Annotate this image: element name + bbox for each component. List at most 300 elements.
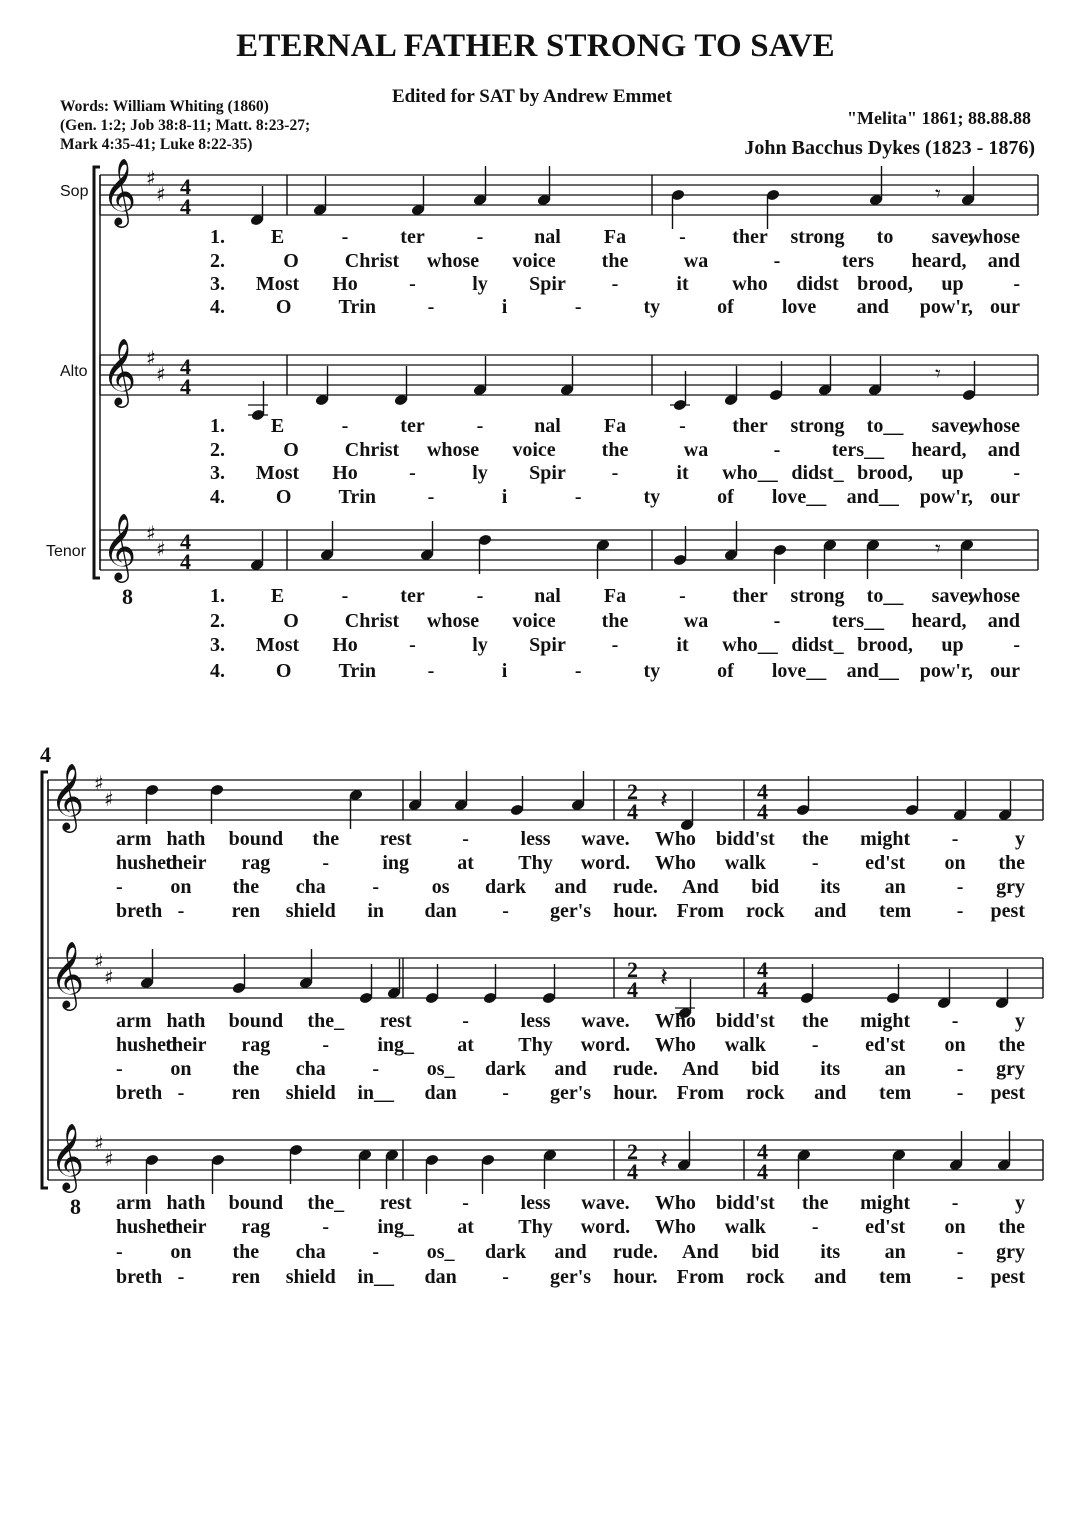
eighth-rest: 𝄾 xyxy=(935,362,941,387)
time-signature-top: 4 xyxy=(180,354,191,379)
system-1-alto-verse-3-syllable: 3. xyxy=(210,462,225,484)
system-2-alto-verse-2-syllable: ing_ xyxy=(377,1034,415,1056)
system-1-sop-verse-4-syllable: i xyxy=(501,296,508,318)
system-2-alto-verse-1-syllable: hath xyxy=(166,1010,206,1032)
system-2-sop-verse-3-syllable: and xyxy=(554,876,587,898)
eighth-rest: 𝄾 xyxy=(935,537,941,562)
system-2-tenor-verse-4-syllable: rock xyxy=(746,1266,785,1288)
system-2-alto-verse-4-syllable: - xyxy=(177,1082,185,1104)
system-2-sop-verse-2-syllable: ing xyxy=(382,852,410,874)
system-2-sop-verse-1-syllable: rest xyxy=(379,828,412,850)
time-signature-top: 4 xyxy=(757,1139,768,1164)
system-1-tenor-verse-2-syllable: 2. xyxy=(210,610,225,632)
system-2-sop-verse-1-syllable: wave. xyxy=(581,828,630,850)
system-2-tenor-verse-1-syllable: y xyxy=(1015,1192,1025,1214)
system-2-tenor-verse-3-syllable: And xyxy=(682,1241,719,1263)
system-2-sop-verse-3-syllable: rude. xyxy=(612,876,658,898)
system-1-alto-verse-4-syllable: - xyxy=(574,486,582,508)
system-1-sop-verse-1-syllable: ter xyxy=(400,226,425,248)
system-1-alto-verse-3-syllable: it xyxy=(676,462,689,484)
sharp-c: ♯ xyxy=(104,1147,114,1171)
system-1-alto-verse-3-syllable: Ho xyxy=(332,462,358,484)
system-2-tenor-verse-3-syllable: the xyxy=(232,1241,260,1263)
system-2-tenor-verse-1-syllable: wave. xyxy=(581,1192,630,1214)
system-2-sop-verse-2-syllable: - xyxy=(811,852,819,874)
system-1-tenor-verse-1-syllable: - xyxy=(476,585,484,607)
system-1-sop-verse-1-syllable: strong xyxy=(790,226,845,248)
system-1-sop-verse-1-syllable: nal xyxy=(534,226,561,248)
system-1-tenor-verse-4-syllable: and__ xyxy=(846,660,899,682)
eighth-rest: 𝄾 xyxy=(935,182,941,207)
system-2-tenor-verse-3-syllable: - xyxy=(372,1241,380,1263)
system-1-tenor-verse-2-syllable: the xyxy=(601,610,629,632)
system-2-sop-verse-4-syllable: ger's xyxy=(549,900,592,922)
system-2-sop-verse-3-syllable: cha xyxy=(295,876,326,898)
system-2-sop-verse-3-syllable: an xyxy=(884,876,906,898)
system-1-sop-verse-2-syllable: O xyxy=(283,250,299,272)
system-1-tenor-verse-1-syllable: whose xyxy=(967,585,1020,607)
system-1-sop-verse-3-syllable: who xyxy=(732,273,768,295)
system-2-tenor-verse-4-syllable: and xyxy=(814,1266,847,1288)
system-2-tenor-verse-2-syllable: ing_ xyxy=(377,1216,415,1238)
treble-clef: 𝄞 xyxy=(102,512,137,580)
system-2-alto-verse-3-syllable: dark xyxy=(485,1058,527,1080)
system-1-sop-verse-1-syllable: whose xyxy=(967,226,1020,248)
system-1-sop-verse-4-syllable: love xyxy=(781,296,817,318)
system-2-tenor-verse-2-syllable: ed'st xyxy=(865,1216,906,1238)
system-1-alto-verse-4-syllable: 4. xyxy=(210,486,225,508)
system-1-sop-verse-4-syllable: and xyxy=(856,296,889,318)
system-2-sop-verse-3-syllable: os xyxy=(431,876,450,898)
system-2-alto-verse-4-syllable: - xyxy=(502,1082,509,1104)
system-2-sop-verse-2-syllable: hushed xyxy=(116,852,178,874)
system-1-alto-verse-3-syllable: brood, xyxy=(857,462,913,484)
system-2-sop-verse-2-syllable: rag xyxy=(241,852,271,874)
system-2-tenor-verse-2-syllable: Thy xyxy=(518,1216,553,1238)
system-2-tenor-verse-1-syllable: less xyxy=(520,1192,551,1214)
system-1-sop-verse-2-syllable: ters xyxy=(841,250,875,272)
system-2-sop-verse-2-syllable: on xyxy=(944,852,966,874)
system-1-sop-verse-4-syllable: of xyxy=(717,296,734,318)
system-1-alto-verse-4-syllable: i xyxy=(501,486,508,508)
system-1-alto-verse-4-syllable: ty xyxy=(643,486,661,508)
system-2-tenor-verse-2-syllable: the xyxy=(998,1216,1025,1238)
system-1-tenor-verse-3-syllable: brood, xyxy=(857,634,913,656)
system-2-tenor-verse-1-syllable: bidd'st xyxy=(715,1192,775,1214)
system-2-tenor-verse-2-syllable: Who xyxy=(654,1216,696,1238)
system-2-tenor-verse-4-syllable: breth xyxy=(116,1266,163,1288)
system-1-tenor-verse-1-syllable: Fa xyxy=(603,585,627,607)
time-signature-top: 4 xyxy=(180,174,191,199)
system-2-tenor-verse-1-syllable: might xyxy=(860,1192,911,1214)
system-2-alto-verse-2-syllable: word. xyxy=(580,1034,631,1056)
system-2-tenor-verse-2-syllable: on xyxy=(944,1216,966,1238)
system-1-alto-verse-1-syllable: ther xyxy=(732,415,768,437)
system-1-sop-verse-2-syllable: wa xyxy=(683,250,709,272)
system-2-sop-verse-3-syllable: dark xyxy=(485,876,527,898)
system-2-tenor-verse-2-syllable: - xyxy=(322,1216,330,1238)
system-1-tenor-verse-4-syllable: pow'r, xyxy=(919,660,973,682)
system-1-sop-verse-3-syllable: Spir xyxy=(529,273,566,295)
system-2-sop-verse-1-syllable: the xyxy=(312,828,340,850)
system-1-tenor-verse-4-syllable: our xyxy=(990,660,1020,682)
system-1-sop-verse-4-syllable: Trin xyxy=(338,296,376,318)
system-2-sop-verse-1-syllable: arm xyxy=(116,828,152,850)
system-1-alto-verse-3-syllable: Most xyxy=(255,462,300,484)
system-2-alto-verse-4-syllable: pest xyxy=(990,1082,1025,1104)
system-2-sop-verse-2-syllable: Who xyxy=(654,852,696,874)
system-1-sop-verse-2-syllable: the xyxy=(601,250,629,272)
system-2-alto-verse-2-syllable: their xyxy=(165,1034,207,1056)
time-signature-top: 4 xyxy=(757,957,768,982)
system-bracket xyxy=(94,167,100,578)
time-signature-bottom: 4 xyxy=(180,374,191,399)
system-2-sop-verse-4-syllable: - xyxy=(502,900,509,922)
system-1-tenor-verse-1-syllable: strong xyxy=(790,585,845,607)
tenor-octave-mark: 8 xyxy=(70,1194,81,1219)
system-1-tenor-verse-2-syllable: - xyxy=(773,610,781,632)
system-1-alto-verse-2-syllable: - xyxy=(773,439,781,461)
system-1-tenor-verse-4-syllable: Trin xyxy=(338,660,376,682)
system-1-alto-verse-2-syllable: and xyxy=(987,439,1020,461)
system-1-tenor-verse-1-syllable: - xyxy=(341,585,349,607)
system-1-sop-verse-3-syllable: it xyxy=(676,273,689,295)
system-2-alto-verse-3-syllable: bid xyxy=(751,1058,780,1080)
system-2-alto-verse-4-syllable: breth xyxy=(116,1082,163,1104)
system-1-tenor-verse-2-syllable: heard, xyxy=(911,610,967,632)
system-2-tenor-verse-2-syllable: word. xyxy=(580,1216,631,1238)
sharp-c: ♯ xyxy=(104,787,114,811)
system-1-alto-verse-1-syllable: nal xyxy=(534,415,561,437)
system-2-sop-verse-3-syllable: the xyxy=(232,876,260,898)
system-2-alto-verse-1-syllable: - xyxy=(951,1010,959,1032)
system-2-tenor-verse-4-syllable: - xyxy=(502,1266,509,1288)
system-1-tenor-verse-4-syllable: - xyxy=(427,660,435,682)
system-2-alto-verse-3-syllable: cha xyxy=(295,1058,326,1080)
system-1-sop-verse-1-syllable: to xyxy=(876,226,894,248)
system-2-sop-verse-4-syllable: hour. xyxy=(613,900,658,922)
system-2-tenor-verse-2-syllable: rag xyxy=(241,1216,271,1238)
part-label-tenor: Tenor xyxy=(46,543,87,560)
system-2-alto-verse-3-syllable: on xyxy=(170,1058,192,1080)
system-1-tenor-verse-3-syllable: who__ xyxy=(722,634,778,656)
system-2-tenor-verse-2-syllable: hushed xyxy=(116,1216,178,1238)
system-2-alto-verse-2-syllable: rag xyxy=(241,1034,271,1056)
system-1-alto-verse-4-syllable: and__ xyxy=(846,486,899,508)
system-1-alto-verse-2-syllable: 2. xyxy=(210,439,225,461)
system-2-tenor-verse-4-syllable: - xyxy=(956,1266,964,1288)
system-1-alto-verse-1-syllable: - xyxy=(679,415,686,437)
system-2-tenor-verse-3-syllable: and xyxy=(554,1241,587,1263)
system-2-sop-verse-1-syllable: the xyxy=(801,828,829,850)
system-2-alto-verse-3-syllable: rude. xyxy=(612,1058,658,1080)
system-1-alto-verse-2-syllable: the xyxy=(601,439,629,461)
system-2-tenor-verse-3-syllable: bid xyxy=(751,1241,780,1263)
time-signature-top: 4 xyxy=(757,779,768,804)
system-1-alto-verse-1-syllable: strong xyxy=(790,415,845,437)
system-1-tenor-verse-4-syllable: O xyxy=(275,660,292,682)
system-2-sop-verse-2-syllable: ed'st xyxy=(865,852,906,874)
words-credit-line-1: Words: William Whiting (1860) xyxy=(60,98,269,115)
system-2-alto-verse-2-syllable: ed'st xyxy=(865,1034,906,1056)
system-2-alto-verse-2-syllable: Who xyxy=(654,1034,696,1056)
editor-credit: Edited for SAT by Andrew Emmet xyxy=(392,86,672,107)
system-2-sop-verse-4-syllable: pest xyxy=(990,900,1025,922)
system-1-sop-verse-1-syllable: Fa xyxy=(603,226,627,248)
system-2-alto-verse-2-syllable: the xyxy=(998,1034,1025,1056)
part-label-sop: Sop xyxy=(60,183,89,200)
time-signature-bottom: 4 xyxy=(180,549,191,574)
system-2-alto-verse-1-syllable: the_ xyxy=(307,1010,345,1032)
system-2-alto-verse-3-syllable: And xyxy=(682,1058,719,1080)
system-1-tenor-verse-2-syllable: ters__ xyxy=(831,610,885,632)
system-2-tenor-verse-3-syllable: - xyxy=(116,1241,123,1263)
system-1-alto-verse-1-syllable: to__ xyxy=(866,415,904,437)
system-2-alto-verse-1-syllable: arm xyxy=(116,1010,152,1032)
system-2-alto-verse-3-syllable: - xyxy=(372,1058,380,1080)
system-1-alto-verse-1-syllable: 1. xyxy=(210,415,225,437)
system-1-sop-verse-2-syllable: heard, xyxy=(911,250,967,272)
sharp-c: ♯ xyxy=(156,362,166,386)
system-1-sop-verse-2-syllable: whose xyxy=(426,250,480,272)
system-1-tenor-verse-3-syllable: it xyxy=(676,634,689,656)
system-2-tenor-verse-3-syllable: cha xyxy=(295,1241,326,1263)
time-signature-bottom: 4 xyxy=(180,194,191,219)
system-1-alto-verse-3-syllable: - xyxy=(1013,462,1020,484)
system-1-alto-verse-2-syllable: wa xyxy=(683,439,709,461)
system-2-sop-verse-2-syllable: walk xyxy=(724,852,766,874)
system-1-tenor-verse-3-syllable: - xyxy=(409,634,416,656)
system-1-sop-verse-4-syllable: 4. xyxy=(210,296,225,318)
system-1-tenor-verse-4-syllable: 4. xyxy=(210,660,225,682)
system-1-alto-verse-4-syllable: Trin xyxy=(338,486,376,508)
system-2-alto-verse-4-syllable: tem xyxy=(879,1082,912,1104)
system-1-sop-verse-1-syllable: E xyxy=(270,226,285,248)
system-1-alto-verse-4-syllable: love__ xyxy=(771,486,827,508)
system-2-tenor-verse-3-syllable: an xyxy=(884,1241,906,1263)
system-1-sop-verse-3-syllable: didst xyxy=(796,273,839,295)
system-1-sop-verse-1-syllable: ther xyxy=(732,226,768,248)
system-2-sop-verse-4-syllable: - xyxy=(177,900,185,922)
system-1-tenor-verse-4-syllable: - xyxy=(574,660,582,682)
part-label-alto: Alto xyxy=(60,363,88,380)
system-2-sop-verse-3-syllable: - xyxy=(372,876,380,898)
system-2-alto-verse-2-syllable: - xyxy=(811,1034,819,1056)
system-2-alto-verse-1-syllable: less xyxy=(520,1010,551,1032)
system-1-tenor-verse-4-syllable: of xyxy=(717,660,734,682)
system-1-tenor-verse-2-syllable: O xyxy=(283,610,299,632)
measure-number: 4 xyxy=(40,742,51,767)
system-1-tenor-verse-2-syllable: and xyxy=(987,610,1020,632)
system-1-tenor-verse-4-syllable: love__ xyxy=(771,660,827,682)
system-1-sop-verse-3-syllable: - xyxy=(409,273,416,295)
system-2-alto-verse-3-syllable: - xyxy=(116,1058,123,1080)
system-2-alto-verse-1-syllable: bound xyxy=(228,1010,284,1032)
system-1-alto-verse-4-syllable: of xyxy=(717,486,734,508)
system-1-alto-verse-2-syllable: voice xyxy=(512,439,556,461)
system-2-tenor-verse-4-syllable: in__ xyxy=(357,1266,395,1288)
system-1-alto-verse-2-syllable: ters__ xyxy=(831,439,885,461)
system-2-sop-verse-4-syllable: tem xyxy=(879,900,912,922)
system-2-alto-verse-3-syllable: the xyxy=(232,1058,260,1080)
system-2-sop-verse-2-syllable: Thy xyxy=(518,852,553,874)
system-2-sop-verse-2-syllable: - xyxy=(322,852,330,874)
system-1-sop-verse-1-syllable: - xyxy=(679,226,686,248)
system-2-sop-verse-3-syllable: gry xyxy=(996,876,1025,898)
system-1-sop-verse-4-syllable: our xyxy=(990,296,1020,318)
time-signature-top: 4 xyxy=(180,529,191,554)
composer-credit: John Bacchus Dykes (1823 - 1876) xyxy=(744,137,1035,159)
system-1-alto-verse-3-syllable: - xyxy=(409,462,416,484)
system-2-tenor-verse-1-syllable: - xyxy=(462,1192,469,1214)
system-1-tenor-verse-1-syllable: save, xyxy=(931,585,974,607)
system-1-alto-verse-2-syllable: Christ xyxy=(344,439,400,461)
page-title: ETERNAL FATHER STRONG TO SAVE xyxy=(236,28,835,64)
system-1-sop-verse-3-syllable: brood, xyxy=(857,273,913,295)
system-2-alto-verse-4-syllable: hour. xyxy=(613,1082,658,1104)
system-1-sop-verse-2-syllable: Christ xyxy=(344,250,400,272)
system-2-tenor-verse-1-syllable: rest xyxy=(379,1192,412,1214)
system-2-alto-verse-2-syllable: Thy xyxy=(518,1034,553,1056)
sharp-c: ♯ xyxy=(156,182,166,206)
quarter-rest: 𝄽 xyxy=(660,1145,668,1175)
time-signature-change-bottom: 4 xyxy=(627,977,638,1002)
system-2-alto-verse-3-syllable: its xyxy=(820,1058,841,1080)
system-2-tenor-verse-1-syllable: the xyxy=(801,1192,829,1214)
system-2-tenor-verse-3-syllable: its xyxy=(820,1241,841,1263)
system-1-tenor-verse-2-syllable: wa xyxy=(683,610,709,632)
system-1-alto-verse-4-syllable: O xyxy=(275,486,292,508)
system-2-alto-verse-4-syllable: shield xyxy=(285,1082,336,1104)
system-2-tenor-verse-1-syllable: Who xyxy=(654,1192,696,1214)
tenor-octave-mark: 8 xyxy=(122,584,133,609)
time-signature-bottom: 4 xyxy=(757,1159,768,1184)
system-1-sop-verse-1-syllable: - xyxy=(476,226,484,248)
system-1-alto-verse-1-syllable: - xyxy=(341,415,349,437)
system-2-tenor-verse-1-syllable: the_ xyxy=(307,1192,345,1214)
system-2-tenor-verse-4-syllable: pest xyxy=(990,1266,1025,1288)
system-1-alto-verse-2-syllable: whose xyxy=(426,439,480,461)
system-2-tenor-verse-2-syllable: their xyxy=(165,1216,207,1238)
system-2-sop-verse-4-syllable: breth xyxy=(116,900,163,922)
system-2-alto-verse-4-syllable: ren xyxy=(231,1082,261,1104)
system-1-tenor-verse-4-syllable: ty xyxy=(643,660,661,682)
sharp-c: ♯ xyxy=(156,537,166,561)
system-2-sop-verse-1-syllable: bound xyxy=(228,828,284,850)
system-1-sop-verse-4-syllable: - xyxy=(427,296,435,318)
system-2-tenor-verse-3-syllable: dark xyxy=(485,1241,527,1263)
system-1-tenor-verse-4-syllable: i xyxy=(501,660,508,682)
treble-clef: 𝄞 xyxy=(102,337,137,405)
system-2-sop-verse-3-syllable: - xyxy=(116,876,123,898)
system-1-tenor-verse-1-syllable: nal xyxy=(534,585,561,607)
system-2-sop-verse-1-syllable: - xyxy=(951,828,959,850)
system-1-tenor-verse-1-syllable: ther xyxy=(732,585,768,607)
system-2-sop-verse-1-syllable: - xyxy=(462,828,469,850)
system-2-sop-verse-1-syllable: hath xyxy=(166,828,206,850)
system-2-sop-verse-4-syllable: and xyxy=(814,900,847,922)
system-2-alto-verse-1-syllable: rest xyxy=(379,1010,412,1032)
system-2-alto-verse-2-syllable: - xyxy=(322,1034,330,1056)
system-1-tenor-verse-3-syllable: - xyxy=(1013,634,1020,656)
treble-clef: 𝄞 xyxy=(50,762,85,830)
words-credit-line-2: (Gen. 1:2; Job 38:8-11; Matt. 8:23-27; xyxy=(60,117,311,134)
system-2-tenor-verse-4-syllable: - xyxy=(177,1266,185,1288)
system-1-tenor-verse-3-syllable: 3. xyxy=(210,634,225,656)
system-bracket xyxy=(42,772,48,1188)
system-1-alto-verse-1-syllable: E xyxy=(270,415,285,437)
system-2-tenor-verse-3-syllable: rude. xyxy=(612,1241,658,1263)
system-1-sop-verse-4-syllable: - xyxy=(574,296,582,318)
system-1-sop-verse-3-syllable: - xyxy=(611,273,619,295)
time-signature-change-top: 2 xyxy=(627,779,638,804)
system-2-alto-verse-1-syllable: Who xyxy=(654,1010,696,1032)
system-2-tenor-verse-1-syllable: bound xyxy=(228,1192,284,1214)
treble-clef: 𝄞 xyxy=(50,1122,85,1190)
system-1-sop-verse-3-syllable: Ho xyxy=(332,273,358,295)
system-2-tenor-verse-3-syllable: - xyxy=(956,1241,964,1263)
system-1-tenor-verse-2-syllable: Christ xyxy=(344,610,400,632)
system-1-tenor-verse-1-syllable: - xyxy=(679,585,686,607)
tune-credit: "Melita" 1861; 88.88.88 xyxy=(847,108,1031,128)
treble-clef: 𝄞 xyxy=(102,157,137,225)
system-2-alto-verse-2-syllable: walk xyxy=(724,1034,766,1056)
system-1-tenor-verse-3-syllable: Ho xyxy=(332,634,358,656)
system-1-sop-verse-2-syllable: - xyxy=(773,250,781,272)
system-2-sop-verse-2-syllable: at xyxy=(457,852,474,874)
system-1-tenor-verse-3-syllable: Most xyxy=(255,634,300,656)
system-2-alto-verse-4-syllable: dan xyxy=(424,1082,457,1104)
system-2-tenor-verse-4-syllable: ger's xyxy=(549,1266,592,1288)
system-2-tenor-verse-4-syllable: hour. xyxy=(613,1266,658,1288)
system-1-tenor-verse-3-syllable: - xyxy=(611,634,619,656)
quarter-rest: 𝄽 xyxy=(660,963,668,993)
system-2-alto-verse-2-syllable: on xyxy=(944,1034,966,1056)
system-1-alto-verse-1-syllable: ter xyxy=(400,415,425,437)
system-1-alto-verse-3-syllable: up xyxy=(941,462,964,484)
system-1-alto-verse-3-syllable: didst_ xyxy=(791,462,844,484)
system-1-sop-verse-1-syllable: save, xyxy=(931,226,974,248)
system-1-alto-verse-4-syllable: pow'r, xyxy=(919,486,973,508)
system-1-tenor-verse-3-syllable: Spir xyxy=(529,634,566,656)
system-2-alto-verse-1-syllable: bidd'st xyxy=(715,1010,775,1032)
system-2-sop-verse-1-syllable: less xyxy=(520,828,551,850)
system-2-tenor-verse-1-syllable: - xyxy=(951,1192,959,1214)
system-2-tenor-verse-4-syllable: shield xyxy=(285,1266,336,1288)
system-2-sop-verse-4-syllable: - xyxy=(956,900,964,922)
system-2-tenor-verse-1-syllable: arm xyxy=(116,1192,152,1214)
system-1-alto-verse-1-syllable: Fa xyxy=(603,415,627,437)
system-1-sop-verse-1-syllable: 1. xyxy=(210,226,225,248)
system-2-tenor-verse-2-syllable: - xyxy=(811,1216,819,1238)
system-1-sop-verse-3-syllable: up xyxy=(941,273,964,295)
time-signature-bottom: 4 xyxy=(757,977,768,1002)
system-1-alto-verse-4-syllable: - xyxy=(427,486,435,508)
time-signature-change-bottom: 4 xyxy=(627,799,638,824)
system-1-tenor-verse-2-syllable: voice xyxy=(512,610,556,632)
system-2-alto-verse-4-syllable: in__ xyxy=(357,1082,395,1104)
system-2-alto-verse-1-syllable: wave. xyxy=(581,1010,630,1032)
system-2-alto-verse-1-syllable: y xyxy=(1015,1010,1025,1032)
system-1-alto-verse-3-syllable: Spir xyxy=(529,462,566,484)
system-2-tenor-verse-4-syllable: ren xyxy=(231,1266,261,1288)
system-2-sop-verse-1-syllable: y xyxy=(1015,828,1025,850)
system-2-alto-verse-4-syllable: From xyxy=(676,1082,725,1104)
system-2-alto-verse-3-syllable: gry xyxy=(996,1058,1025,1080)
system-2-sop-verse-4-syllable: From xyxy=(676,900,725,922)
system-2-tenor-verse-3-syllable: on xyxy=(170,1241,192,1263)
system-2-sop-verse-3-syllable: its xyxy=(820,876,841,898)
